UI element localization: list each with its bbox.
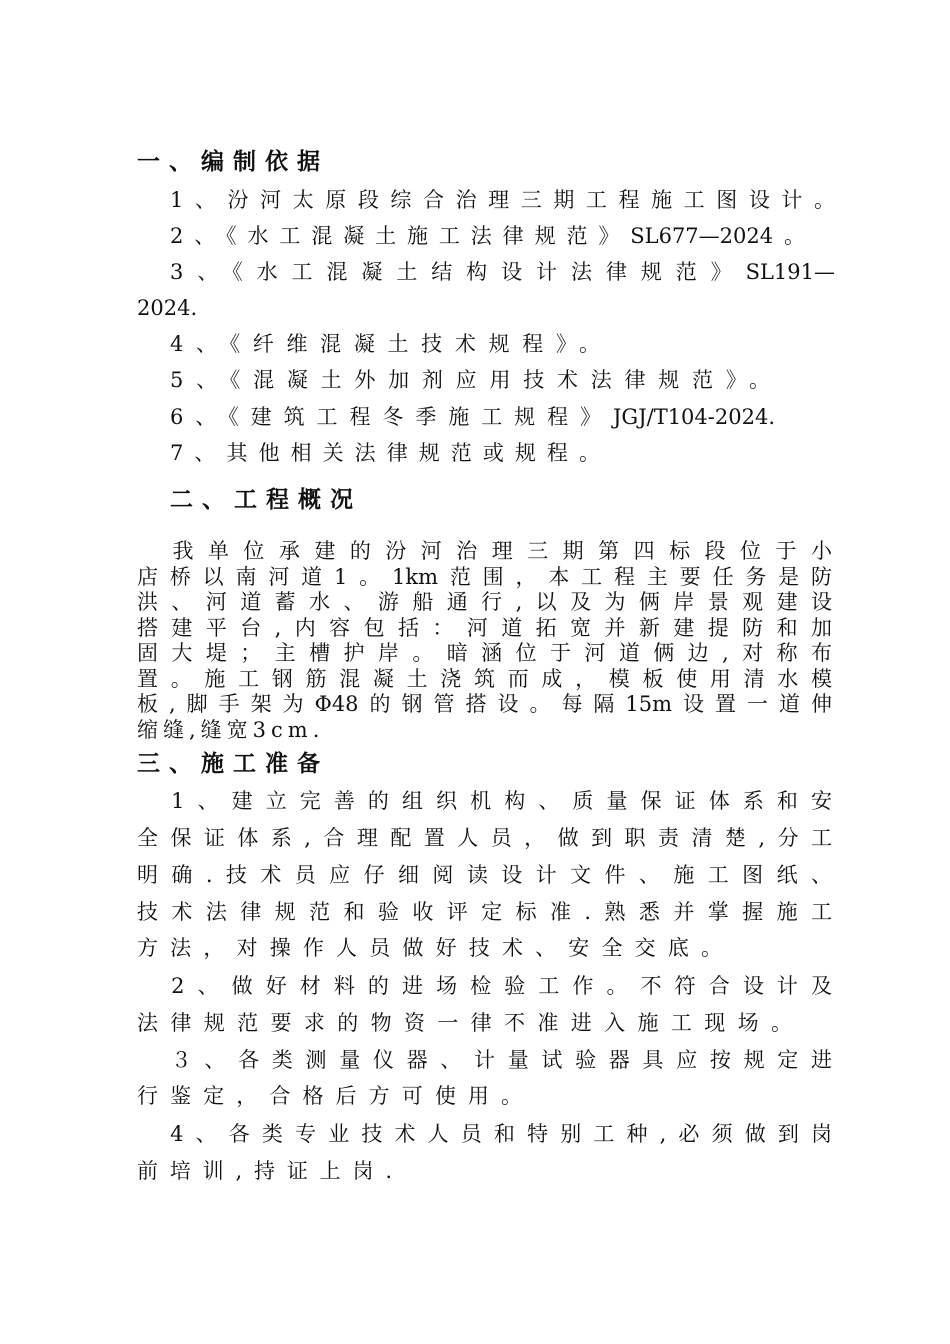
s1-line-2: 2、《水工混凝土施工法律规范》SL677—2024。 — [170, 224, 805, 248]
s1-line-8: 7、其他相关法律规范或规程。 — [170, 441, 600, 465]
s2-line-6: 置。施工钢筋混凝土浇筑而成，模板使用清水模 — [137, 666, 832, 691]
s1-line-1: 1、汾河太原段综合治理三期工程施工图设计。 — [170, 188, 835, 212]
s2-line-7: 板,脚手架为Φ48的钢管搭设。每隔15m设置一道伸 — [137, 692, 832, 716]
s1-line-7: 6、《建筑工程冬季施工规程》JGJ/T104-2024. — [170, 405, 775, 429]
s3-line-7: 法律规范要求的物资一律不准进入施工现场。 — [137, 1011, 792, 1035]
s3-line-5: 方法，对操作人员做好技术、安全交底。 — [137, 936, 722, 960]
section-heading-1: 一、编制依据 — [137, 148, 329, 175]
s2-line-1: 我单位承建的汾河治理三期第四标段位于小 — [137, 539, 832, 563]
s2-line-8: 缩缝,缝宽3cm. — [137, 717, 325, 742]
s2-line-3: 洪、河道蓄水、游船通行,以及为俩岸景观建设 — [137, 590, 832, 614]
s2-paragraph — [137, 539, 832, 743]
s2-line-5: 固大堤；主槽护岸。暗涵位于河道俩边,对称布 — [137, 641, 832, 665]
s2-line-4: 搭建平台,内容包括：河道拓宽并新建提防和加 — [137, 615, 832, 640]
s3-line-2: 全保证体系,合理配置人员，做到职责清楚,分工 — [137, 826, 832, 850]
s1-line-6: 5、《混凝土外加剂应用技术法律规范》。 — [170, 368, 770, 392]
s3-line-6: 2、做好材料的进场检验工作。不符合设计及 — [137, 974, 832, 998]
s1-line-3: 3、《水工混凝土结构设计法律规范》SL191— — [170, 260, 835, 284]
s3-line-9: 行鉴定，合格后方可使用。 — [137, 1084, 522, 1108]
s3-line-11: 前培训,持证上岗. — [137, 1159, 392, 1183]
s1-line-4: 2024. — [137, 296, 198, 320]
s2-line-2: 店桥以南河道1。1km范围，本工程主要任务是防 — [137, 564, 832, 589]
section-heading-3: 三、施工准备 — [137, 750, 329, 777]
s3-line-3: 明确.技术员应仔细阅读设计文件、施工图纸、 — [137, 863, 832, 887]
s3-line-1: 1、建立完善的组织机构、质量保证体系和安 — [137, 789, 832, 813]
s3-line-4: 技术法律规范和验收评定标准.熟悉并掌握施工 — [137, 900, 832, 924]
s1-line-5: 4、《纤维混凝土技术规程》。 — [170, 332, 600, 356]
s3-line-8: ３、各类测量仪器、计量试验器具应按规定进 — [137, 1048, 832, 1072]
s3-line-10: 4、各类专业技术人员和特别工种,必须做到岗 — [137, 1122, 832, 1146]
section-heading-2: 二、工程概况 — [170, 486, 362, 513]
